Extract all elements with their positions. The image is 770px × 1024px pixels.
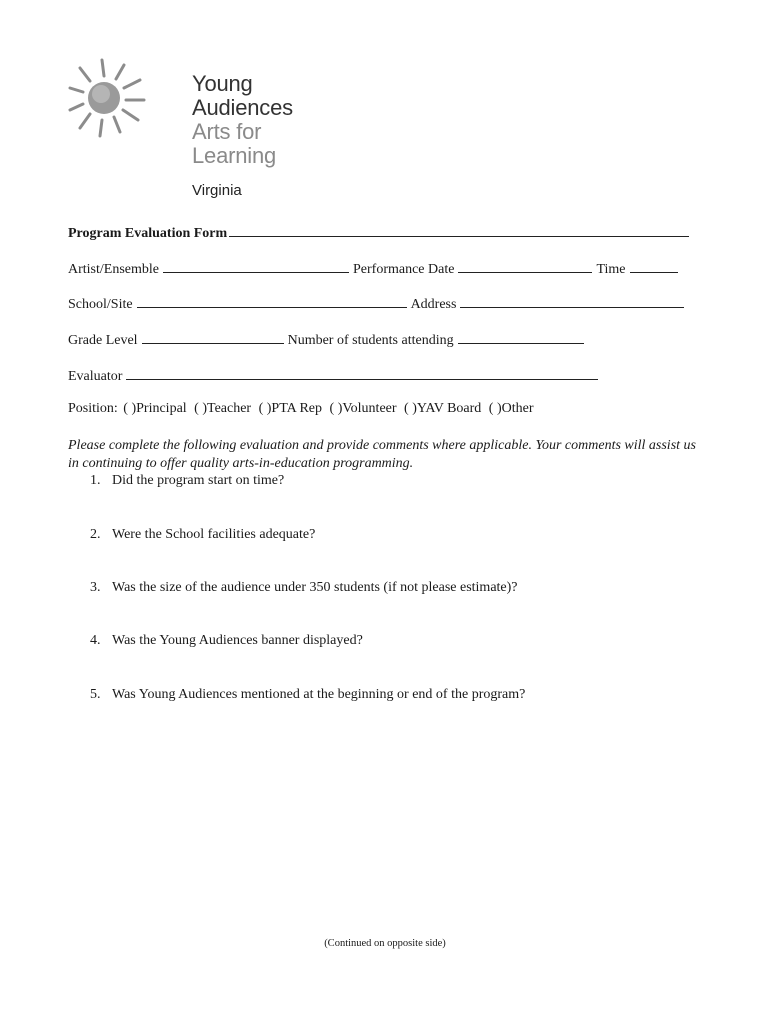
performance-date-label: Performance Date: [353, 262, 455, 277]
logo-wordmark: [192, 72, 293, 200]
continued-note: (Continued on opposite side): [324, 938, 446, 949]
position-label: Position:: [68, 401, 118, 416]
question-text: Was the Young Audiences banner displayed?: [112, 633, 363, 648]
school-row: [68, 293, 688, 314]
grade-field[interactable]: [142, 329, 284, 344]
artist-row: [68, 258, 682, 279]
question-number: 5.: [90, 687, 101, 702]
question-text: Did the program start on time?: [112, 473, 285, 488]
logo-region: Virginia: [192, 182, 242, 199]
artist-field[interactable]: [163, 258, 349, 273]
address-label: Address: [410, 297, 457, 312]
question-number: 2.: [90, 527, 101, 542]
time-field[interactable]: [630, 258, 678, 273]
address-field[interactable]: [460, 293, 684, 308]
logo-word-learning: Learning: [192, 143, 277, 168]
question-item: [90, 472, 284, 490]
evaluator-label: Evaluator: [68, 369, 123, 384]
question-number: 1.: [90, 473, 101, 488]
grade-label: Grade Level: [68, 333, 138, 348]
evaluator-row: [68, 365, 602, 386]
logo-word-arts-for: Arts for: [192, 119, 262, 144]
form-title: Program Evaluation Form: [68, 226, 228, 241]
question-number: 3.: [90, 580, 101, 595]
question-item: [90, 526, 315, 544]
question-text: Was the size of the audience under 350 students (if not please estimate)?: [112, 580, 518, 595]
question-item: [90, 632, 363, 650]
time-label: Time: [596, 262, 626, 277]
school-field[interactable]: [137, 293, 407, 308]
question-text: Were the School facilities adequate?: [112, 527, 316, 542]
question-item: [90, 686, 525, 704]
position-option-principal[interactable]: ( )Principal: [123, 401, 187, 416]
performance-date-field[interactable]: [458, 258, 592, 273]
question-number: 4.: [90, 633, 101, 648]
logo-word-young: Young: [192, 71, 253, 96]
question-text: Was Young Audiences mentioned at the beginning or end of the program?: [112, 687, 526, 702]
logo-word-audiences: Audiences: [192, 95, 293, 120]
students-field[interactable]: [458, 329, 584, 344]
title-rule: [229, 222, 689, 237]
position-option-other[interactable]: ( )Other: [488, 401, 534, 416]
school-label: School/Site: [68, 297, 133, 312]
sun-icon: [68, 54, 158, 144]
position-option-volunteer[interactable]: ( )Volunteer: [329, 401, 397, 416]
students-label: Number of students attending: [287, 333, 454, 348]
position-option-teacher[interactable]: ( )Teacher: [194, 401, 252, 416]
position-row: [68, 400, 534, 418]
instructions: Please complete the following evaluation and provide comments where applicable. Your comments will assist us in continuing to offer quality arts-in-education programming.: [68, 438, 696, 471]
position-option-yav-board[interactable]: ( )YAV Board: [404, 401, 482, 416]
position-option-pta-rep[interactable]: ( )PTA Rep: [258, 401, 323, 416]
evaluator-field[interactable]: [126, 365, 598, 380]
question-item: [90, 579, 518, 597]
artist-label: Artist/Ensemble: [68, 262, 159, 277]
form-title-row: [68, 222, 689, 243]
organization-logo: [68, 48, 308, 206]
grade-row: [68, 329, 588, 350]
